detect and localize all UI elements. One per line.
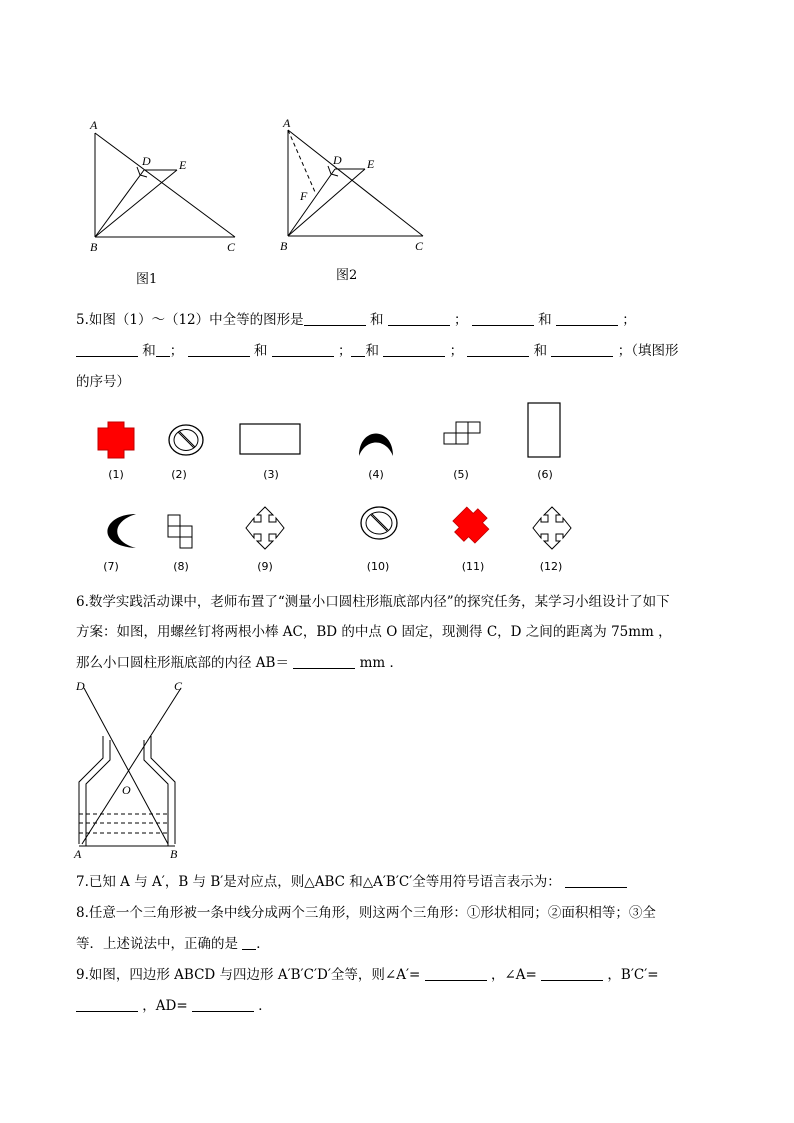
fig2-label-a: A	[283, 116, 291, 130]
q6-bottle-figure	[70, 676, 200, 862]
shape-2-prohibited-circle	[166, 422, 206, 458]
shape-12-four-arrows	[525, 505, 579, 551]
caption-12: (12)	[539, 560, 563, 573]
q6-line-3: 那么小口圆柱形瓶底部的内径 AB＝ mm ．	[76, 655, 403, 671]
caption-8: (8)	[173, 560, 189, 573]
q9-blank-bc[interactable]	[76, 997, 138, 1012]
q5-blank-9[interactable]	[351, 342, 365, 357]
shape-10-prohibited-circle	[358, 504, 400, 542]
q5-blank-3[interactable]	[472, 311, 534, 326]
caption-4: (4)	[368, 468, 384, 481]
caption-1: (1)	[108, 468, 124, 481]
fig2-label-c: C	[415, 239, 424, 253]
q5-blank-5[interactable]	[76, 342, 138, 357]
shape-6-tall-rectangle	[525, 400, 565, 460]
q6-label-o: O	[122, 783, 131, 797]
q9-line-2: ，AD= ．	[76, 996, 272, 1016]
fig1-label-d: D	[142, 154, 151, 168]
q6-label-b: B	[170, 847, 178, 861]
caption-6: (6)	[537, 468, 553, 481]
q5-line-1: 5.如图（1）～（12）中全等的图形是 和 ； 和 ；	[76, 312, 636, 328]
shape-5-squares	[442, 420, 484, 446]
fig2-label-e: E	[367, 157, 375, 171]
q9-blank-angle-a-prime[interactable]	[425, 966, 487, 981]
fig2-label-b: B	[280, 239, 288, 253]
figure-2	[275, 112, 445, 257]
fig1-label-c: C	[227, 240, 236, 254]
q6-line-1: 6.数学实践活动课中，老师布置了“测量小口圆柱形瓶底部内径”的探究任务，某学习小组设计了如下	[76, 594, 670, 610]
shape-4-black-arch	[356, 416, 396, 458]
caption-7: (7)	[103, 560, 119, 573]
shape-11-red-cross-rotated	[448, 503, 494, 547]
figure-1	[82, 115, 252, 260]
q6-label-a: A	[74, 847, 82, 861]
q8-line-2: 等．上述说法中，正确的是 ．	[76, 936, 270, 952]
q5-blank-7[interactable]	[188, 342, 250, 357]
q5-blank-4[interactable]	[556, 311, 618, 326]
q5-line-2: 和 ； 和 ； 和 ； 和 ；（填图形	[76, 341, 679, 361]
caption-3: (3)	[263, 468, 279, 481]
q9-blank-angle-a[interactable]	[541, 966, 603, 981]
q7-line: 7.已知 A 与 A′，B 与 B′是对应点，则△ABC 和△A′B′C′全等用符号语言表示为：	[76, 872, 627, 892]
q5-blank-8[interactable]	[272, 342, 334, 357]
q5-line-3: 的序号）	[76, 374, 130, 390]
caption-5: (5)	[453, 468, 469, 481]
shape-7-black-crescent	[92, 510, 138, 552]
q5-blank-6[interactable]	[156, 342, 170, 357]
fig1-label-a: A	[90, 118, 98, 132]
q6-line-2: 方案：如图，用螺丝钉将两根小棒 AC，BD 的中点 O 固定，现测得 C，D 之间的距离为 75mm ，	[76, 624, 672, 640]
caption-10: (10)	[366, 560, 390, 573]
caption-2: (2)	[171, 468, 187, 481]
q9-line-1: 9.如图，四边形 ABCD 与四边形 A′B′C′D′全等，则∠A′= ，∠A= ，B′C′=	[76, 967, 659, 983]
q5-blank-1[interactable]	[304, 311, 366, 326]
q9-blank-ad[interactable]	[192, 997, 254, 1012]
q5-blank-12[interactable]	[551, 342, 613, 357]
shape-3-rectangle	[238, 422, 304, 456]
fig2-label-f: F	[300, 189, 308, 203]
fig1-caption: 图1	[136, 272, 158, 287]
q5-blank-11[interactable]	[467, 342, 529, 357]
caption-9: (9)	[257, 560, 273, 573]
q6-answer-blank[interactable]	[293, 654, 355, 669]
q6-label-d: D	[76, 679, 85, 693]
q6-label-c: C	[174, 679, 183, 693]
fig2-caption: 图2	[336, 268, 358, 283]
fig1-label-e: E	[179, 158, 187, 172]
q7-answer-blank[interactable]	[565, 873, 627, 888]
shape-9-four-arrows	[238, 505, 292, 551]
fig2-label-d: D	[333, 153, 342, 167]
q8-line-1: 8.任意一个三角形被一条中线分成两个三角形，则这两个三角形：①形状相同；②面积相等；③全	[76, 905, 656, 921]
shape-8-squares	[165, 512, 197, 552]
fig1-label-b: B	[90, 240, 98, 254]
caption-11: (11)	[461, 560, 485, 573]
q8-answer-blank[interactable]	[242, 935, 256, 950]
q5-blank-10[interactable]	[383, 342, 445, 357]
q5-blank-2[interactable]	[388, 311, 450, 326]
shape-1-red-cross	[94, 420, 138, 460]
